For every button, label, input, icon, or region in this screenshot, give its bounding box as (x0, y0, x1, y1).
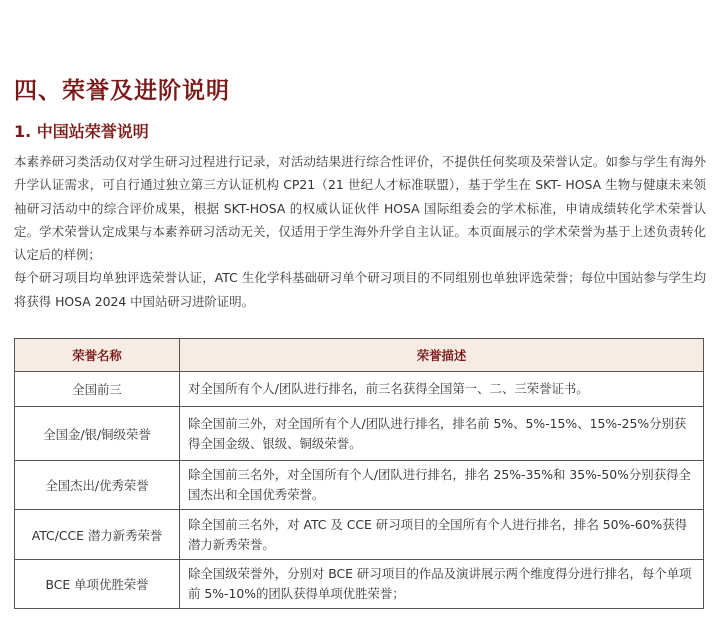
table-row (15, 372, 704, 407)
table-row (15, 407, 704, 461)
honor-name: 全国金/银/铜级荣誉 (15, 407, 180, 461)
table-row (15, 510, 704, 560)
table-header-row (15, 339, 704, 372)
honor-description: 除全国级荣誉外，分别对 BCE 研习项目的作品及演讲展示两个维度得分进行排名，每个单项前 5%-10%的团队获得单项优胜荣誉； (180, 560, 704, 609)
honor-description: 除全国前三名外，对全国所有个人/团队进行排名，排名 25%-35%和 35%-50%分别获得全国杰出和全国优秀荣誉。 (180, 461, 704, 510)
header-honor-name: 荣誉名称 (15, 339, 180, 372)
subsection-title: 1. 中国站荣誉说明 (14, 122, 149, 141)
section-title: 四、荣誉及进阶说明 (14, 78, 230, 104)
honor-description: 除全国前三名外，对 ATC 及 CCE 研习项目的全国所有个人进行排名，排名 50%-60%获得潜力新秀荣誉。 (180, 510, 704, 560)
intro-text (14, 150, 706, 313)
header-honor-description: 荣誉描述 (180, 339, 704, 372)
honor-description: 对全国所有个人/团队进行排名，前三名获得全国第一、二、三荣誉证书。 (180, 372, 704, 407)
table-row (15, 461, 704, 510)
honor-name: BCE 单项优胜荣誉 (15, 560, 180, 609)
paragraph-2: 每个研习项目均单独评选荣誉认证，ATC 生化学科基础研习单个研习项目的不同组别也单独评选荣誉；每位中国站参与学生均将获得 HOSA 2024 中国站研习进阶证明。 (14, 270, 706, 309)
honor-name: 全国杰出/优秀荣誉 (15, 461, 180, 510)
honor-name: 全国前三 (15, 372, 180, 407)
honors-table (14, 338, 704, 609)
table-row (15, 560, 704, 609)
honor-description: 除全国前三外，对全国所有个人/团队进行排名，排名前 5%、5%-15%、15%-25%分别获得全国金级、银级、铜级荣誉。 (180, 407, 704, 461)
honor-name: ATC/CCE 潜力新秀荣誉 (15, 510, 180, 560)
paragraph-1: 本素养研习类活动仅对学生研习过程进行记录，对活动结果进行综合性评价，不提供任何奖项及荣誉认定。如参与学生有海外升学认证需求，可自行通过独立第三方认证机构 CP21（21 世纪人才标准联盟），基于学生在 SKT- HOSA 生物与健康未来领袖研习活动中的综合评价成果，根据 SKT-HOSA 的权威认证伙伴 HOSA 国际组委会的学术标准，申请成绩转化学术荣誉认定。学术荣誉认定成果与本素养研习活动无关，仅适用于学生海外升学自主认证。本页面展示的学术荣誉为基于上述负责转化认定后的样例； (14, 154, 706, 263)
